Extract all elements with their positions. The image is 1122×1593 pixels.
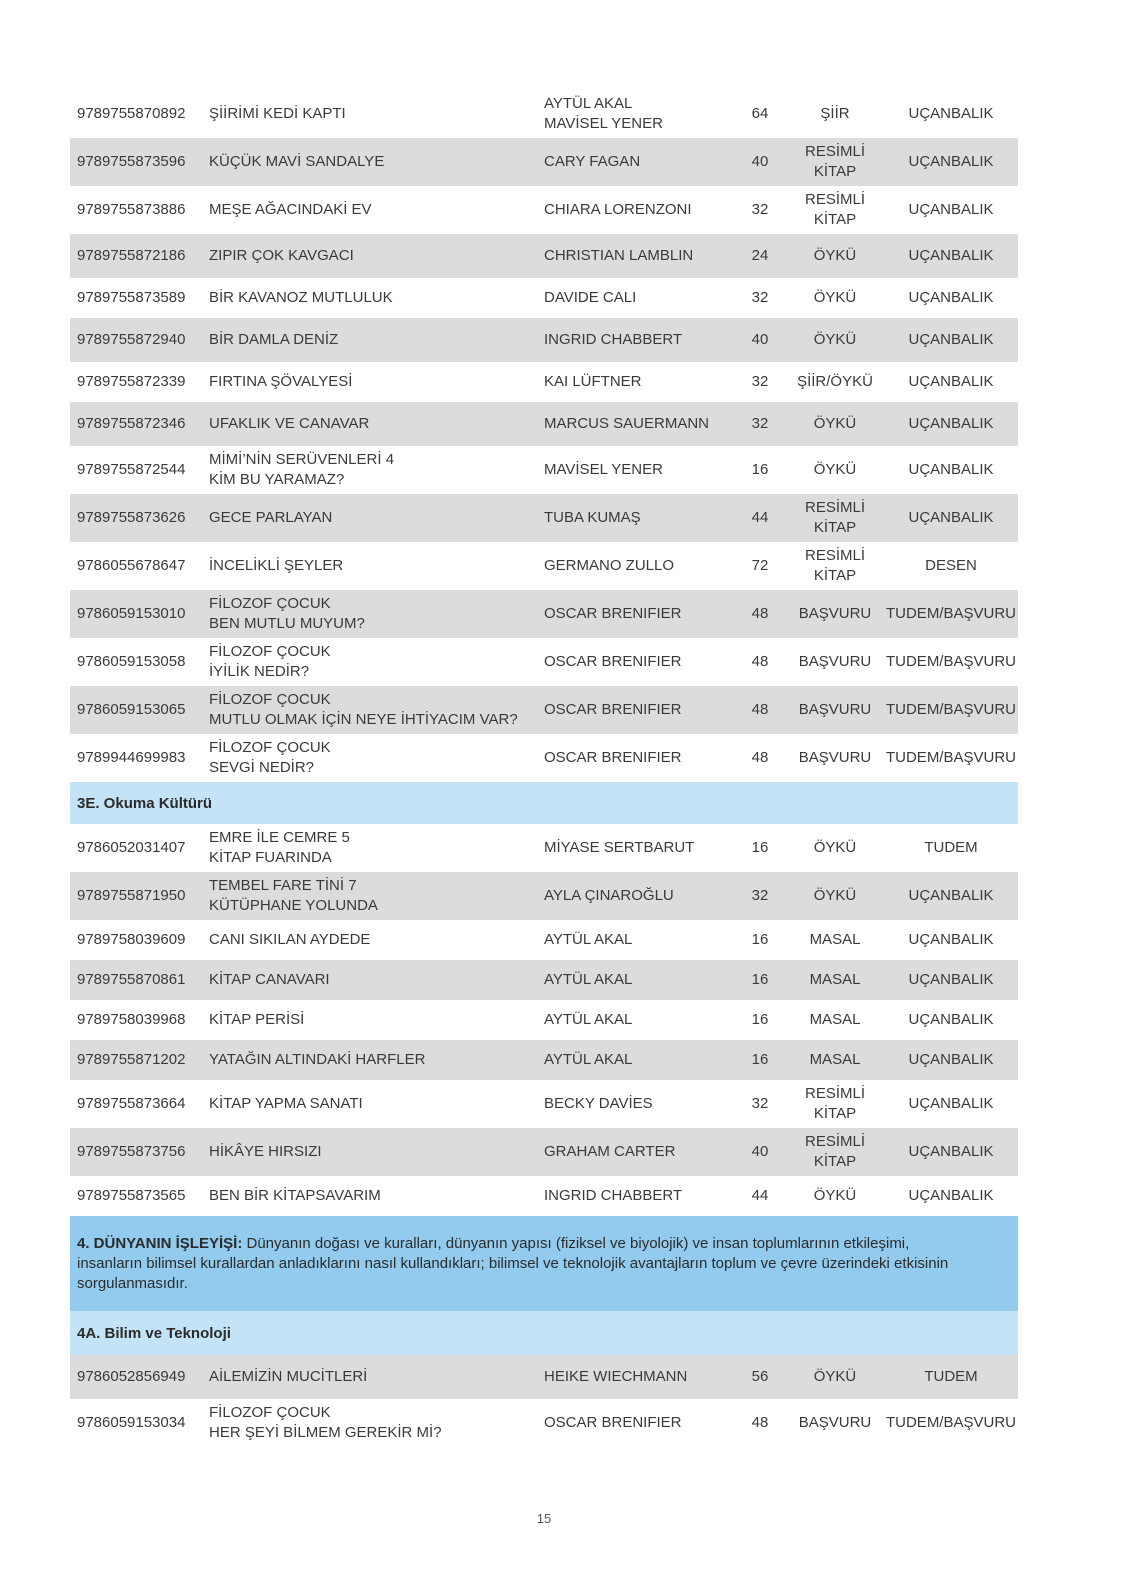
genre-cell: MASAL [809,1011,861,1028]
author-cell: AYLA ÇINAROĞLU [544,887,674,904]
pages-cell: 40 [751,1143,769,1160]
genre-cell: BAŞVURU [798,653,872,670]
title-cell: GECE PARLAYAN [209,509,333,526]
pages-cell: 44 [751,1187,769,1204]
pages-cell: 32 [751,415,769,432]
publisher-cell: UÇANBALIK [908,105,994,122]
publisher-cell: UÇANBALIK [908,373,994,390]
pages-cell: 40 [751,331,769,348]
table-row [70,638,1018,686]
isbn-cell: 9789755871950 [77,887,186,904]
title-cell: FİLOZOF ÇOCUK HER ŞEYİ BİLMEM GEREKİR Mİ? [209,1404,442,1441]
genre-cell: ÖYKÜ [813,461,857,478]
pages-cell: 72 [751,557,769,574]
genre-cell: RESİMLİ KİTAP [804,191,865,228]
title-cell: EMRE İLE CEMRE 5 KİTAP FUARINDA [209,829,350,866]
section-header-bilim-teknoloji: 4A. Bilim ve Teknoloji [70,1311,1018,1355]
table-row [70,494,1018,542]
isbn-cell: 9789755872186 [77,247,186,264]
isbn-cell: 9789755873589 [77,289,186,306]
isbn-cell: 9789755873664 [77,1095,186,1112]
publisher-cell: TUDEM/BAŞVURU [885,653,1016,670]
table-row [70,542,1018,590]
publisher-cell: TUDEM/BAŞVURU [885,605,1016,622]
title-cell: KİTAP YAPMA SANATI [209,1095,363,1112]
isbn-cell: 9786055678647 [77,557,186,574]
publisher-cell: UÇANBALIK [908,153,994,170]
pages-cell: 16 [751,839,769,856]
publisher-cell: UÇANBALIK [908,1051,994,1068]
pages-cell: 16 [751,1051,769,1068]
chapter-description: Dünyanın doğası ve kuralları, dünyanın yapısı (fiziksel ve biyolojik) ve insan toplumlarının etkileşimi, insanların bilimsel kurallardan anladıklarını nasıl kullandıkları; bilimsel ve teknolojik avantajların toplum ve çevre üzerindeki etkisinin sorgulanmasıdır. [77,1235,949,1292]
author-cell: HEIKE WIECHMANN [544,1368,688,1385]
isbn-cell: 9789755873886 [77,201,186,218]
genre-cell: BAŞVURU [798,1414,872,1431]
book-list-page [70,90,1018,1447]
title-cell: KÜÇÜK MAVİ SANDALYE [209,153,385,170]
author-cell: BECKY DAVİES [544,1095,653,1112]
isbn-cell: 9789755870861 [77,971,186,988]
isbn-cell: 9789758039609 [77,931,186,948]
author-cell: CARY FAGAN [544,153,641,170]
pages-cell: 32 [751,373,769,390]
pages-cell: 32 [751,1095,769,1112]
genre-cell: ÖYKÜ [813,247,857,264]
genre-cell: ŞİİR/ÖYKÜ [797,373,873,390]
author-cell: GERMANO ZULLO [544,557,675,574]
author-cell: INGRID CHABBERT [544,1187,683,1204]
table-row [70,318,1018,362]
table-row [70,686,1018,734]
table-row [70,824,1018,872]
table-row [70,186,1018,234]
table-row [70,402,1018,446]
pages-cell: 16 [751,1011,769,1028]
isbn-cell: 9789755872544 [77,461,186,478]
table-row [70,960,1018,1000]
pages-cell: 24 [751,247,769,264]
pages-cell: 32 [751,289,769,306]
table-row [70,1399,1018,1447]
author-cell: OSCAR BRENIFIER [544,653,682,670]
genre-cell: MASAL [809,931,861,948]
author-cell: CHIARA LORENZONI [544,201,692,218]
publisher-cell: UÇANBALIK [908,1143,994,1160]
genre-cell: ÖYKÜ [813,1368,857,1385]
author-cell: OSCAR BRENIFIER [544,701,682,718]
title-cell: FIRTINA ŞÖVALYESİ [209,373,353,390]
pages-cell: 64 [751,105,769,122]
title-cell: HİKÂYE HIRSIZI [209,1143,322,1160]
publisher-cell: UÇANBALIK [908,289,994,306]
genre-cell: BAŞVURU [798,605,872,622]
author-cell: OSCAR BRENIFIER [544,1414,682,1431]
genre-cell: RESİMLİ KİTAP [804,1133,865,1170]
pages-cell: 48 [751,701,769,718]
isbn-cell: 9789944699983 [77,749,186,766]
publisher-cell: UÇANBALIK [908,201,994,218]
author-cell: CHRISTIAN LAMBLIN [544,247,694,264]
genre-cell: ÖYKÜ [813,415,857,432]
pages-cell: 32 [751,887,769,904]
table-row [70,362,1018,402]
genre-cell: BAŞVURU [798,701,872,718]
isbn-cell: 9789755871202 [77,1051,186,1068]
title-cell: YATAĞIN ALTINDAKİ HARFLER [209,1051,426,1068]
author-cell: AYTÜL AKAL [544,1011,633,1028]
publisher-cell: UÇANBALIK [908,461,994,478]
author-cell: OSCAR BRENIFIER [544,749,682,766]
author-cell: GRAHAM CARTER [544,1143,676,1160]
pages-cell: 44 [751,509,769,526]
author-cell: OSCAR BRENIFIER [544,605,682,622]
genre-cell: ÖYKÜ [813,289,857,306]
publisher-cell: UÇANBALIK [908,971,994,988]
title-cell: ZIPIR ÇOK KAVGACI [209,247,354,264]
table-row [70,278,1018,318]
title-cell: BEN BİR KİTAPSAVARIM [209,1187,381,1204]
table-row [70,920,1018,960]
publisher-cell: UÇANBALIK [908,931,994,948]
pages-cell: 48 [751,1414,769,1431]
isbn-cell: 9786059153010 [77,605,186,622]
title-cell: İNCELİKLİ ŞEYLER [209,557,344,574]
table-row [70,1355,1018,1399]
table-row [70,590,1018,638]
book-table-group-2 [70,824,1018,1216]
publisher-cell: UÇANBALIK [908,247,994,264]
author-cell: AYTÜL AKAL [544,1051,633,1068]
title-cell: CANI SIKILAN AYDEDE [209,931,371,948]
table-row [70,1080,1018,1128]
publisher-cell: TUDEM/BAŞVURU [885,749,1016,766]
isbn-cell: 9789755873596 [77,153,186,170]
title-cell: MİMİ’NİN SERÜVENLERİ 4 KİM BU YARAMAZ? [209,451,395,488]
publisher-cell: UÇANBALIK [908,1011,994,1028]
pages-cell: 16 [751,971,769,988]
publisher-cell: UÇANBALIK [908,509,994,526]
author-cell: MAVİSEL YENER [544,461,663,478]
title-cell: BİR KAVANOZ MUTLULUK [209,289,393,306]
publisher-cell: UÇANBALIK [908,1187,994,1204]
publisher-cell: TUDEM [924,1368,978,1385]
title-cell: ŞİİRİMİ KEDİ KAPTI [209,105,346,122]
table-row [70,872,1018,920]
genre-cell: ÖYKÜ [813,1187,857,1204]
genre-cell: RESİMLİ KİTAP [804,143,865,180]
genre-cell: MASAL [809,1051,861,1068]
publisher-cell: DESEN [925,557,977,574]
genre-cell: RESİMLİ KİTAP [804,547,865,584]
title-cell: MEŞE AĞACINDAKİ EV [209,201,372,218]
table-row [70,1176,1018,1216]
isbn-cell: 9786052856949 [77,1368,186,1385]
isbn-cell: 9789755872346 [77,415,186,432]
genre-cell: ŞİİR [820,105,850,122]
isbn-cell: 9789755873565 [77,1187,186,1204]
author-cell: DAVIDE CALI [544,289,637,306]
pages-cell: 48 [751,749,769,766]
genre-cell: ÖYKÜ [813,887,857,904]
title-cell: TEMBEL FARE TİNİ 7 KÜTÜPHANE YOLUNDA [209,877,378,914]
pages-cell: 32 [751,201,769,218]
chapter-heading: 4. DÜNYANIN İŞLEYİŞİ: [77,1235,243,1252]
genre-cell: ÖYKÜ [813,331,857,348]
isbn-cell: 9789755872339 [77,373,186,390]
table-row [70,734,1018,782]
isbn-cell: 9786059153034 [77,1414,186,1431]
title-cell: KİTAP CANAVARI [209,971,330,988]
genre-cell: ÖYKÜ [813,839,857,856]
table-row [70,1040,1018,1080]
isbn-cell: 9786052031407 [77,839,186,856]
page-number: 15 [536,1511,552,1526]
title-cell: FİLOZOF ÇOCUK İYİLİK NEDİR? [209,643,331,680]
table-row [70,90,1018,138]
title-cell: BİR DAMLA DENİZ [209,331,339,348]
pages-cell: 40 [751,153,769,170]
author-cell: INGRID CHABBERT [544,331,683,348]
author-cell: AYTÜL AKAL [544,971,633,988]
publisher-cell: TUDEM [924,839,978,856]
title-cell: FİLOZOF ÇOCUK SEVGİ NEDİR? [209,739,331,776]
author-cell: AYTÜL AKAL MAVİSEL YENER [544,95,663,132]
table-row [70,446,1018,494]
isbn-cell: 9786059153058 [77,653,186,670]
book-table-group-1 [70,90,1018,782]
publisher-cell: UÇANBALIK [908,887,994,904]
genre-cell: MASAL [809,971,861,988]
book-table-group-3 [70,1355,1018,1447]
author-cell: MARCUS SAUERMANN [544,415,710,432]
publisher-cell: TUDEM/BAŞVURU [885,701,1016,718]
chapter-intro-box [70,1216,1018,1311]
isbn-cell: 9789758039968 [77,1011,186,1028]
publisher-cell: TUDEM/BAŞVURU [885,1414,1016,1431]
pages-cell: 48 [751,653,769,670]
author-cell: KAI LÜFTNER [544,373,642,390]
genre-cell: RESİMLİ KİTAP [804,499,865,536]
author-cell: MİYASE SERTBARUT [544,839,695,856]
pages-cell: 16 [751,931,769,948]
author-cell: AYTÜL AKAL [544,931,633,948]
pages-cell: 16 [751,461,769,478]
table-row [70,138,1018,186]
section-header-okuma-kulturu: 3E. Okuma Kültürü [70,782,1018,824]
title-cell: AİLEMİZİN MUCİTLERİ [209,1368,368,1385]
publisher-cell: UÇANBALIK [908,415,994,432]
title-cell: FİLOZOF ÇOCUK MUTLU OLMAK İÇİN NEYE İHTİYACIM VAR? [209,691,518,728]
table-row [70,1000,1018,1040]
title-cell: FİLOZOF ÇOCUK BEN MUTLU MUYUM? [209,595,365,632]
pages-cell: 56 [751,1368,769,1385]
publisher-cell: UÇANBALIK [908,331,994,348]
isbn-cell: 9789755873756 [77,1143,186,1160]
isbn-cell: 9789755872940 [77,331,186,348]
title-cell: KİTAP PERİSİ [209,1011,305,1028]
isbn-cell: 9786059153065 [77,701,186,718]
genre-cell: BAŞVURU [798,749,872,766]
publisher-cell: UÇANBALIK [908,1095,994,1112]
title-cell: UFAKLIK VE CANAVAR [209,415,370,432]
author-cell: TUBA KUMAŞ [544,509,641,526]
isbn-cell: 9789755870892 [77,105,186,122]
isbn-cell: 9789755873626 [77,509,186,526]
table-row [70,1128,1018,1176]
pages-cell: 48 [751,605,769,622]
genre-cell: RESİMLİ KİTAP [804,1085,865,1122]
table-row [70,234,1018,278]
